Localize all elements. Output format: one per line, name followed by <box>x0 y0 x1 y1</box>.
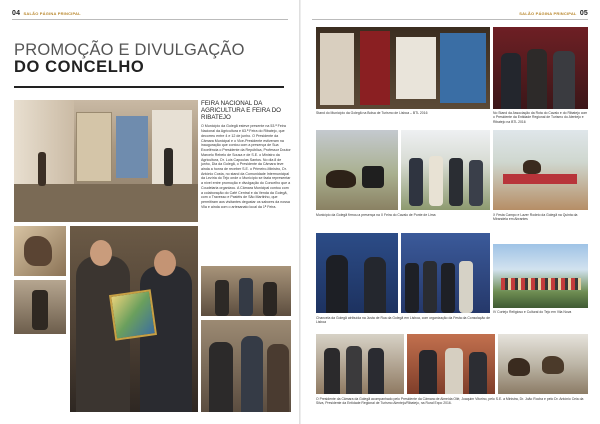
folio-left <box>12 10 81 17</box>
photo-cortejo <box>493 244 588 308</box>
headline-line-2: DO CONCELHO <box>14 58 145 77</box>
article <box>201 100 291 210</box>
folio-rule <box>12 19 288 20</box>
photo-btl-stand <box>316 27 490 109</box>
article-subtitle: FEIRA NACIONAL DA AGRICULTURA E FEIRA DO RIBATEJO <box>201 100 281 122</box>
photo-officials-with-painting <box>70 226 198 412</box>
headline <box>14 42 294 77</box>
caption-feira-cavalo: Município da Golegã firmou a presença na X Feira do Cavalo de Ponte de Lima <box>316 213 436 217</box>
right-page <box>300 0 600 424</box>
photo-prime-minister-visit <box>201 320 291 412</box>
headline-rule <box>14 86 284 88</box>
photo-rodeio <box>493 130 588 210</box>
photo-rural-expo-2 <box>407 334 495 394</box>
section-label: SALÃO PÁGINA PRINCIPAL <box>519 11 577 16</box>
caption-btl-stand: Stand do Município da Golegã na Bolsa de Turismo de Lisboa – BTL 2016 <box>316 111 428 115</box>
photo-association-stand <box>493 27 588 109</box>
page-number: 04 <box>12 10 21 17</box>
photo-rural-expo-horses <box>498 334 588 394</box>
folio-right <box>519 10 588 17</box>
photo-group-ceremony <box>401 233 490 313</box>
page-number: 05 <box>579 10 588 17</box>
headline-line-1: PROMOÇÃO E DIVULGAÇÃO <box>14 41 245 59</box>
photo-ceremony-blue <box>316 233 398 313</box>
photo-event-guests <box>201 266 291 316</box>
caption-festa-campo: X Festa Campo e Lazer Rodeio da Golegã na Quinta da Mirandela em Abrantes <box>493 213 578 222</box>
photo-horse-painting <box>14 226 66 276</box>
photo-stand-detail <box>14 280 66 334</box>
folio-rule <box>312 19 588 20</box>
caption-association: No Stand da Associação da Rota do Cavalo e do Ribatejo com o Presidente da Entidade Regional de Turismo do Alentejo e Ribatejo na BTL 2016 <box>493 111 588 124</box>
photo-rural-expo-1 <box>316 334 404 394</box>
caption-cortejo: IV Cortejo Religioso e Cultural do Tejo em Vila Nova <box>493 310 572 314</box>
photo-horse-carriage <box>316 130 398 210</box>
caption-rural-expo: O Presidente da Câmara da Golegã acompanhado pelo Presidente da Câmara de Almeida Ollé, Joaquim Vitorino, pelo S.E. a Ministra, Dr. João Rocha e pelo Dr. António Ceia da Silva, Presidente da Entidade Regional de Turismo Alentejo/Ribatejo, na Rural Expo 2016. <box>316 397 584 406</box>
section-label: SALÃO PÁGINA PRINCIPAL <box>23 11 81 16</box>
caption-tejo: Chancela da Golegã atribuída na Justa de Rua da Golegã em Lisboa, com organização da Festa da Consolação de Lisboa <box>316 316 490 325</box>
photo-exhibition-stand <box>14 100 198 222</box>
article-body: O Município da Golegã esteve presente na 53.ª Feira Nacional da Agricultura e 63.ª Feira do Ribatejo, que decorreu entre 4 e 12 de junho. O Presidente da Câmara Municipal e o Vice-Presidente estiveram na inauguração que contou com a presença de Sua Excelência o Presidente da República, Professor Doutor Marcelo Rebelo de Sousa e de S.E. o Ministro da Agricultura, Dr. Luís Capoulas Santos. No dia 8 de junho, Dia da Golegã, o Presidente da Câmara teve ainda a honra de receber S.E. o Primeiro-Ministro, Dr. António Costa, no stand da Comunidade Intermunicipal da Lezíria do Tejo onde o Município se fazia representar a nível entre promoção e divulgação do Concelho que a Coudelaria organizou. A Câmara Municipal contou com a colaboração do Café Central e da Venda da Golegã, com o Travesso e Pastéis de São Martinho, que permitiram aos visitantes degustar os sabores da nossa Vila e ainda com o artesanato local da 1ª Feira. <box>201 124 291 209</box>
photo-officials-tent <box>401 130 490 210</box>
